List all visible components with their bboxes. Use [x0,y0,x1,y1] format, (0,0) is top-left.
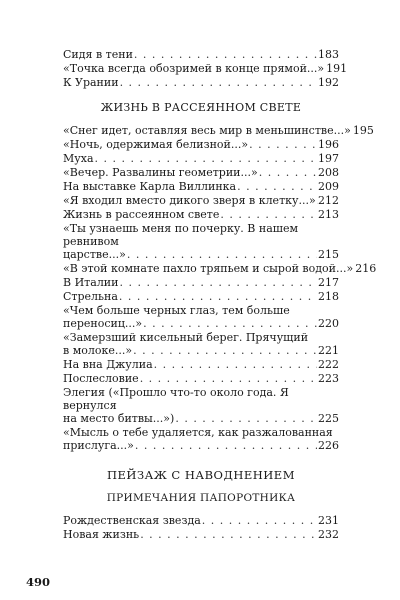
toc-entry-line [63,290,339,303]
toc-entry-title: прислуга...» [63,439,134,452]
toc-entry-title: царстве...» [63,248,126,261]
toc-entry-line [63,180,339,193]
page-number: 490 [26,575,51,589]
toc-entry-title: «Я входил вместо дикого зверя в клетку...» [63,194,316,207]
toc-entry [63,62,348,75]
toc-entry-title: Жизнь в рассеянном свете [63,208,220,221]
toc-entry [63,514,339,527]
toc-entry-page: 216 [355,262,377,275]
toc-entry-line [63,208,339,221]
toc-entry [63,166,339,179]
dot-leader [120,76,317,89]
toc-entry-title: в молоке...» [63,344,133,357]
toc-entry-line [63,358,339,371]
toc-entry-page: 208 [318,166,339,179]
dot-leader [237,180,317,193]
toc-entry-line [63,138,339,151]
toc-entry [63,180,339,193]
toc-entry [63,194,339,207]
toc-entry-title-line: «Мысль о тебе удаляется, как разжалованная [63,426,333,439]
dot-leader [175,412,317,425]
toc-entry-page: 223 [318,372,339,385]
toc-entry-page: 220 [318,317,339,330]
toc-entry-line [63,194,339,207]
dot-leader [259,166,317,179]
toc-entry-title-line: «Чем больше черных глаз, тем больше [63,304,290,317]
toc-entry-line [63,166,339,179]
dot-leader [249,138,317,151]
toc-entry-title: Муха [63,152,94,165]
toc-entry-title: «Вечер. Развалины геометрии...» [63,166,258,179]
toc-entry [63,262,377,275]
toc-entry-line [63,48,339,61]
toc-entry [63,528,339,541]
toc-entry-page: 213 [318,208,339,221]
toc-entry [63,290,339,303]
toc-entry-page: 192 [318,76,339,89]
toc-entry [63,386,339,425]
toc-entry-title: Стрельна [63,290,118,303]
toc-entry-title: На выставке Карла Виллинка [63,180,237,193]
toc-entry-page: 215 [318,248,339,261]
toc-entry-title: на место битвы...») [63,412,175,425]
dot-leader [140,528,317,541]
toc-entry-page: 217 [318,276,339,289]
toc-entry-line [63,248,339,261]
toc-entry-title: «В этой комнате пахло тряпьем и сырой водой...» [63,262,354,275]
toc-entry-title: К Урании [63,76,119,89]
toc-entry-title: переносиц...» [63,317,143,330]
toc-entry [63,331,339,357]
toc-entry-title: «Ночь, одержимая белизной...» [63,138,249,151]
toc-entry [63,152,339,165]
toc-entry-title-line: «Ты узнаешь меня по почерку. В нашем ревнивом [63,222,299,248]
toc-entry-line [63,514,339,527]
toc-group-top [63,48,348,89]
toc-entry-title: Сидя в тени [63,48,133,61]
toc-group-section1 [63,124,377,452]
toc-entry-line [63,124,374,137]
toc-entry-page: 218 [318,290,339,303]
toc-entry-line [63,439,339,452]
toc-entry-line [63,317,339,330]
dot-leader [127,248,317,261]
toc-entry-line [63,276,339,289]
toc-entry-page: 232 [318,528,339,541]
toc-entry-page: 212 [318,194,339,207]
toc-entry-line [63,62,348,75]
toc-entry [63,138,339,151]
dot-leader [134,48,317,61]
toc-entry [63,276,339,289]
toc-entry-title-line: «Замерзший кисельный берег. Прячущий [63,331,309,344]
toc-entry-title: В Италии [63,276,119,289]
dot-leader [220,208,317,221]
toc-entry-page: 222 [318,358,339,371]
toc-entry-line [63,152,339,165]
toc-entry [63,124,374,137]
toc-entry-title-line: Элегия («Прошло что-то около года. Я вернулся [63,386,289,412]
toc-entry-line [63,372,339,385]
toc-group-part2 [63,514,339,541]
toc-entry [63,208,339,221]
toc-entry-page: 209 [318,180,339,193]
toc-entry [63,426,339,452]
toc-entry-title: Рождественская звезда [63,514,201,527]
toc-entry-page: 231 [318,514,339,527]
part-title: ПЕЙЗАЖ С НАВОДНЕНИЕМ [107,468,295,482]
dot-leader [135,439,317,452]
toc-entry-page: 195 [352,124,374,137]
toc-entry-page: 196 [318,138,339,151]
toc-entry [63,372,339,385]
toc-entry-page: 183 [318,48,339,61]
toc-entry [63,222,339,261]
dot-leader [133,344,317,357]
toc-entry [63,304,339,330]
toc-entry-line [63,412,339,425]
toc-entry-line [63,528,339,541]
toc-entry-page: 221 [318,344,339,357]
dot-leader [154,358,317,371]
toc-entry-line [63,262,377,275]
toc-entry-page: 225 [318,412,339,425]
toc-entry-line [63,76,339,89]
toc-entry-title: На вна Джулиа [63,358,153,371]
toc-entry-title: «Снег идет, оставляя весь мир в меньшинстве...» [63,124,351,137]
toc-entry-title: Новая жизнь [63,528,140,541]
section-title: ЖИЗНЬ В РАССЕЯННОМ СВЕТЕ [100,101,302,114]
toc-entry [63,76,339,89]
dot-leader [202,514,317,527]
toc-entry-title: «Точка всегда обозримей в конце прямой...» [63,62,325,75]
toc-entry-line [63,344,339,357]
toc-entry [63,358,339,371]
dot-leader [119,276,317,289]
toc-entry-page: 191 [326,62,348,75]
dot-leader [95,152,318,165]
dot-leader [119,290,317,303]
dot-leader [143,317,317,330]
subsection-title: ПРИМЕЧАНИЯ ПАПОРОТНИКА [106,492,296,504]
toc-entry [63,48,339,61]
toc-entry-title: Послесловие [63,372,139,385]
dot-leader [140,372,317,385]
toc-entry-page: 226 [318,439,339,452]
toc-entry-page: 197 [318,152,339,165]
table-of-contents [63,48,377,542]
